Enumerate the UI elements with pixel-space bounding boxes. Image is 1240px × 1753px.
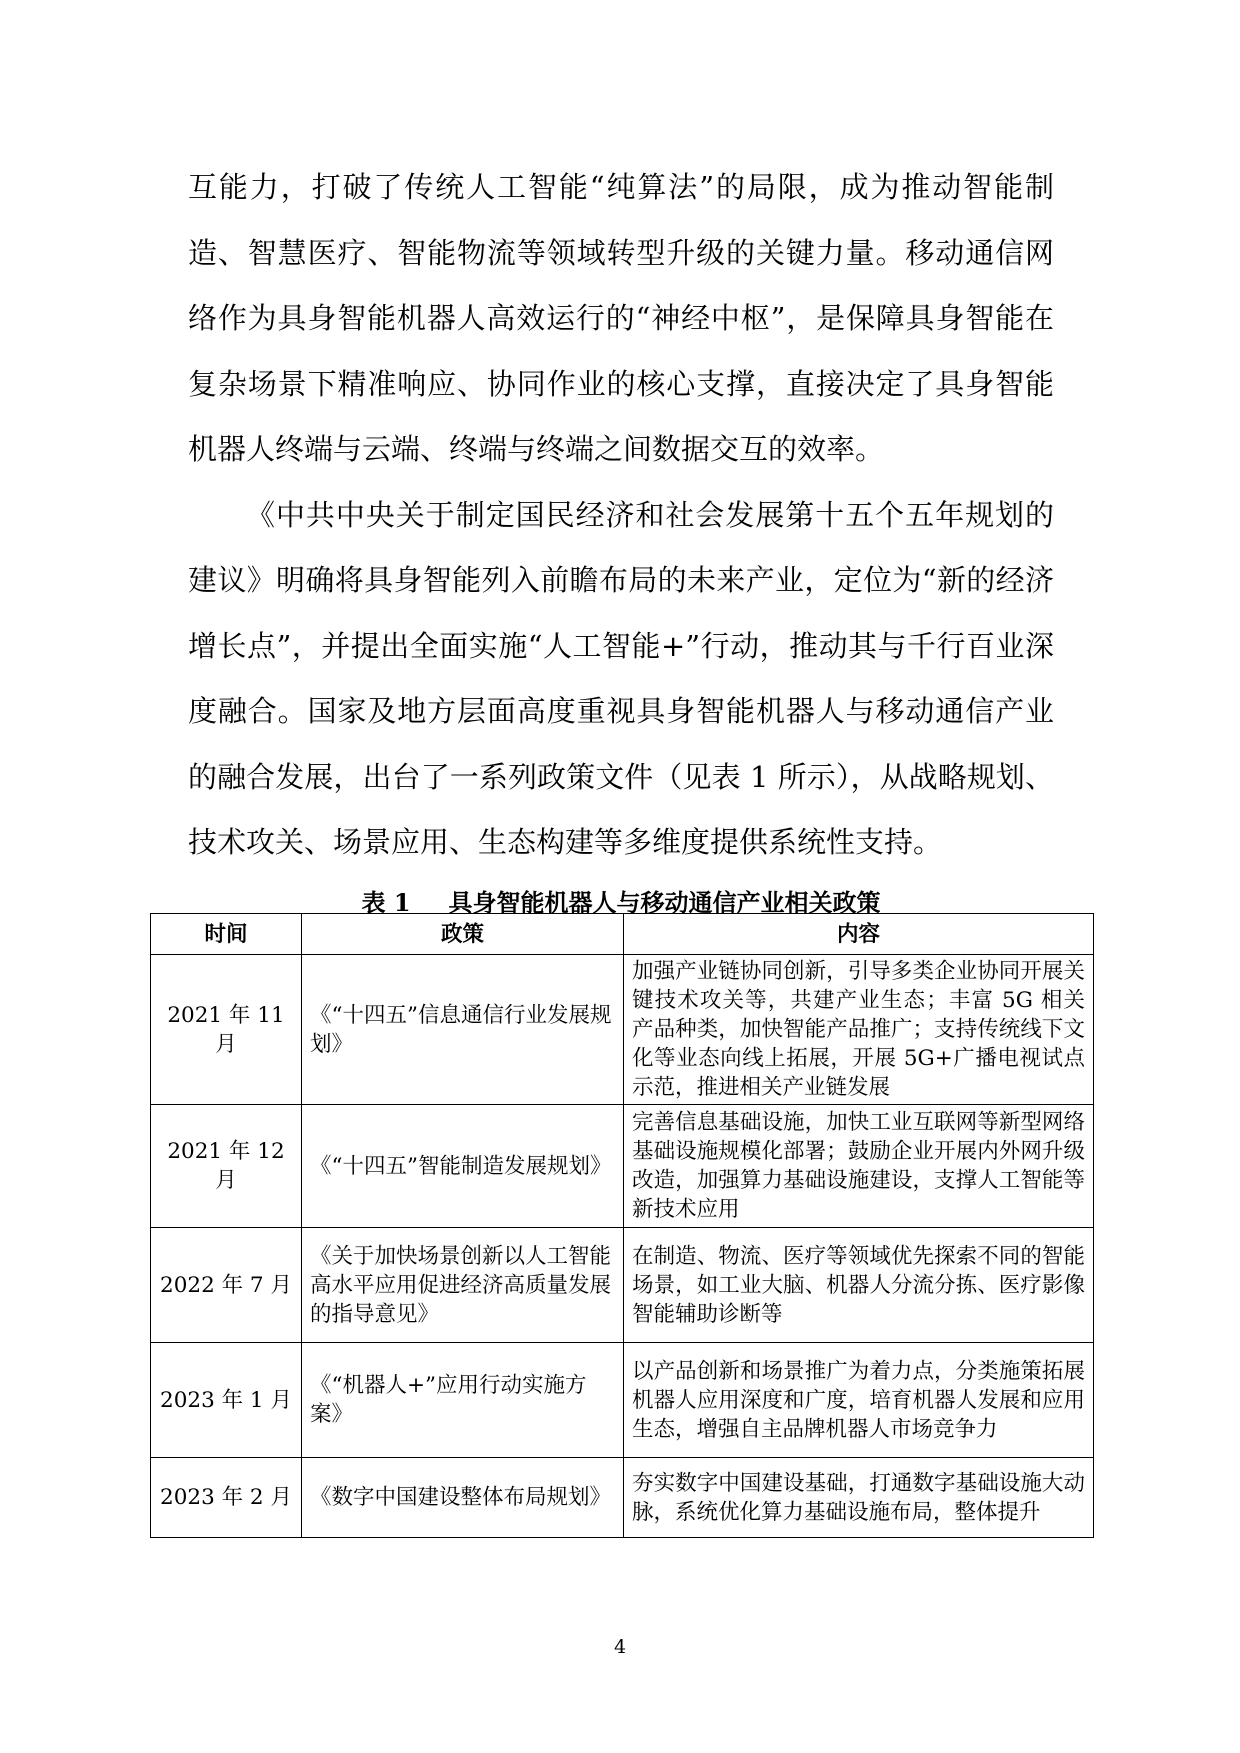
table-row [151, 1228, 1094, 1343]
table-header-row [151, 914, 1094, 955]
document-body [188, 155, 1054, 920]
page-number: 4 [613, 1636, 627, 1658]
header-policy: 政策 [302, 914, 624, 955]
header-content: 内容 [624, 914, 1094, 955]
cell-time: 2021 年 11 月 [151, 955, 302, 1105]
policy-table [150, 913, 1094, 1538]
cell-content: 在制造、物流、医疗等领域优先探索不同的智能场景，如工业大脑、机器人分流分拣、医疗影像智能辅助诊断等 [624, 1228, 1094, 1343]
cell-time: 2022 年 7 月 [151, 1228, 302, 1343]
cell-policy: 《“十四五”信息通信行业发展规划》 [302, 955, 624, 1105]
body-paragraph-1: 互能力，打破了传统人工智能“纯算法”的局限，成为推动智能制造、智慧医疗、智能物流等领域转型升级的关键力量。移动通信网络作为具身智能机器人高效运行的“神经中枢”，是保障具身智能在复杂场景下精准响应、协同作业的核心支撑，直接决定了具身智能机器人终端与云端、终端与终端之间数据交互的效率。 [188, 170, 1054, 466]
cell-content: 加强产业链协同创新，引导多类企业协同开展关键技术攻关等，共建产业生态；丰富 5G 相关产品种类，加快智能产品推广；支持传统线下文化等业态向线上拓展，开展 5G+广播电视试点示范，推进相关产业链发展 [624, 955, 1094, 1105]
cell-policy: 《关于加快场景创新以人工智能高水平应用促进经济高质量发展的指导意见》 [302, 1228, 624, 1343]
cell-time: 2023 年 2 月 [151, 1458, 302, 1538]
table-caption-title: 具身智能机器人与移动通信产业相关政策 [448, 887, 881, 917]
cell-policy: 《“机器人+”应用行动实施方案》 [302, 1343, 624, 1458]
cell-policy: 《“十四五”智能制造发展规划》 [302, 1105, 624, 1228]
cell-content: 完善信息基础设施，加快工业互联网等新型网络基础设施规模化部署；鼓励企业开展内外网升级改造，加强算力基础设施建设，支撑人工智能等新技术应用 [624, 1105, 1094, 1228]
cell-time: 2021 年 12 月 [151, 1105, 302, 1228]
cell-content: 夯实数字中国建设基础，打通数字基础设施大动脉，系统优化算力基础设施布局，整体提升 [624, 1458, 1094, 1538]
header-time: 时间 [151, 914, 302, 955]
cell-content: 以产品创新和场景推广为着力点，分类施策拓展机器人应用深度和广度，培育机器人发展和应用生态，增强自主品牌机器人市场竞争力 [624, 1343, 1094, 1458]
cell-policy: 《数字中国建设整体布局规划》 [302, 1458, 624, 1538]
body-paragraph-2: 《中共中央关于制定国民经济和社会发展第十五个五年规划的建议》明确将具身智能列入前瞻布局的未来产业，定位为“新的经济增长点”，并提出全面实施“人工智能+”行动，推动其与千行百业深度融合。国家及地方层面高度重视具身智能机器人与移动通信产业的融合发展，出台了一系列政策文件（见表 1 所示），从战略规划、技术攻关、场景应用、生态构建等多维度提供系统性支持。 [188, 497, 1054, 859]
cell-time: 2023 年 1 月 [151, 1343, 302, 1458]
table-row [151, 955, 1094, 1105]
table-row [151, 1458, 1094, 1538]
table-caption-label: 表 1 [361, 887, 411, 917]
table-row [151, 1343, 1094, 1458]
table-row [151, 1105, 1094, 1228]
